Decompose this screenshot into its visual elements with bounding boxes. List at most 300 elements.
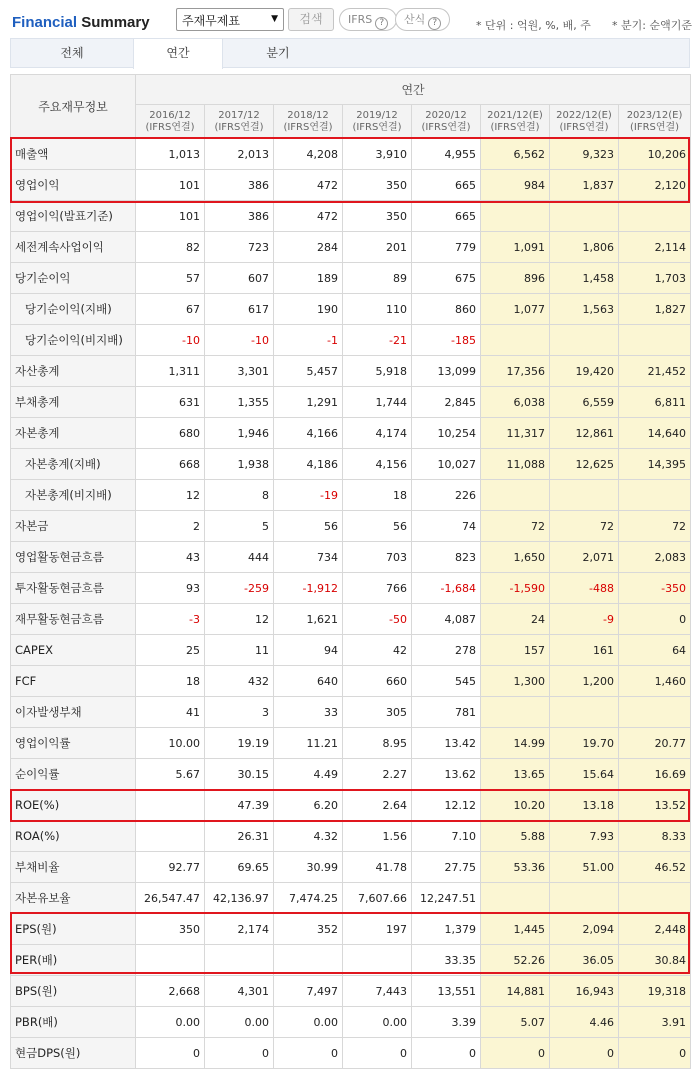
table-cell: 4.32 (274, 821, 343, 852)
table-cell: 5 (205, 511, 274, 542)
table-row (11, 666, 691, 697)
question-icon: ? (375, 17, 388, 30)
table-cell: 5.07 (481, 1007, 550, 1038)
table-cell: 0 (412, 1038, 481, 1069)
table-cell: 189 (274, 263, 343, 294)
table-cell: 13.65 (481, 759, 550, 790)
table-cell: 25 (136, 635, 205, 666)
table-cell: 7,474.25 (274, 883, 343, 914)
table-row (11, 170, 691, 201)
table-cell: 1,291 (274, 387, 343, 418)
table-row (11, 604, 691, 635)
table-cell: 665 (412, 201, 481, 232)
table-cell: 67 (136, 294, 205, 325)
table-cell (481, 325, 550, 356)
table-cell: 2,448 (619, 914, 691, 945)
unit-note: * 단위 : 억원, %, 배, 주 (476, 19, 591, 32)
table-cell: 2,071 (550, 542, 619, 573)
row-label: 세전계속사업이익 (11, 232, 136, 263)
table-row (11, 387, 691, 418)
table-cell: 12,247.51 (412, 883, 481, 914)
period-basis: (IFRS연결) (490, 121, 540, 133)
row-label: 당기순이익 (11, 263, 136, 294)
table-cell: 30.15 (205, 759, 274, 790)
table-cell: 5,457 (274, 356, 343, 387)
table-cell: 4,087 (412, 604, 481, 635)
table-row (11, 139, 691, 170)
table-cell: 545 (412, 666, 481, 697)
row-label: 매출액 (11, 139, 136, 170)
table-cell: 675 (412, 263, 481, 294)
row-label: 영업이익 (11, 170, 136, 201)
table-cell (481, 883, 550, 914)
select-value: 주재무제표 (182, 14, 240, 28)
table-cell: 1,379 (412, 914, 481, 945)
table-cell: 46.52 (619, 852, 691, 883)
table-cell: 0 (481, 1038, 550, 1069)
table-cell: -21 (343, 325, 412, 356)
table-cell: 27.75 (412, 852, 481, 883)
table-cell: 2,668 (136, 976, 205, 1007)
table-cell (136, 790, 205, 821)
table-cell: 472 (274, 201, 343, 232)
table-cell (481, 201, 550, 232)
question-icon: ? (428, 17, 441, 30)
table-cell: 190 (274, 294, 343, 325)
table-cell: 607 (205, 263, 274, 294)
table-cell: 9,323 (550, 139, 619, 170)
row-label: 순이익률 (11, 759, 136, 790)
table-cell: 2,845 (412, 387, 481, 418)
table-cell: 14,881 (481, 976, 550, 1007)
table-cell: 4.46 (550, 1007, 619, 1038)
table-row (11, 945, 691, 976)
table-cell: 1,938 (205, 449, 274, 480)
table-cell: 0 (343, 1038, 412, 1069)
table-row (11, 852, 691, 883)
table-cell: 13.52 (619, 790, 691, 821)
table-cell: -50 (343, 604, 412, 635)
table-cell: 33.35 (412, 945, 481, 976)
table-cell: 14,395 (619, 449, 691, 480)
formula-label: 산식 (404, 13, 426, 26)
table-cell: 3 (205, 697, 274, 728)
table-cell: 6,811 (619, 387, 691, 418)
row-label: ROE(%) (11, 790, 136, 821)
search-button[interactable]: 검색 (288, 8, 334, 31)
table-cell: -259 (205, 573, 274, 604)
table-cell: 4,156 (343, 449, 412, 480)
table-cell: 5.88 (481, 821, 550, 852)
table-row (11, 480, 691, 511)
table-cell: 10.20 (481, 790, 550, 821)
table-cell: 350 (343, 201, 412, 232)
table-cell: 2,114 (619, 232, 691, 263)
table-cell (550, 325, 619, 356)
table-cell: -19 (274, 480, 343, 511)
table-cell: 1,563 (550, 294, 619, 325)
table-cell: 14,640 (619, 418, 691, 449)
row-label: ROA(%) (11, 821, 136, 852)
top-bar (0, 0, 700, 38)
row-label: 자본금 (11, 511, 136, 542)
table-cell: 2,083 (619, 542, 691, 573)
table-cell: 101 (136, 201, 205, 232)
table-cell: 33 (274, 697, 343, 728)
table-row (11, 511, 691, 542)
table-cell: 51.00 (550, 852, 619, 883)
table-cell: 30.84 (619, 945, 691, 976)
table-row (11, 263, 691, 294)
tab-all[interactable]: 전체 (60, 46, 84, 60)
table-cell: 1,458 (550, 263, 619, 294)
table-row (11, 883, 691, 914)
table-cell: 17,356 (481, 356, 550, 387)
table-cell: 10.00 (136, 728, 205, 759)
period-year: 2022/12(E) (556, 109, 612, 121)
row-label: 부채총계 (11, 387, 136, 418)
table-cell: 12 (136, 480, 205, 511)
table-cell: 4.49 (274, 759, 343, 790)
period-year: 2019/12 (356, 109, 398, 121)
table-cell: 226 (412, 480, 481, 511)
table-cell (619, 201, 691, 232)
table-cell (550, 480, 619, 511)
table-cell: 11 (205, 635, 274, 666)
table-cell: -185 (412, 325, 481, 356)
table-row (11, 232, 691, 263)
table-cell: -1,684 (412, 573, 481, 604)
table-cell: 69.65 (205, 852, 274, 883)
financial-summary-table (10, 74, 690, 1069)
period-header (550, 105, 619, 139)
table-cell: -1 (274, 325, 343, 356)
table-cell: 472 (274, 170, 343, 201)
period-basis: (IFRS연결) (421, 121, 471, 133)
row-label: 자본총계(지배) (11, 449, 136, 480)
table-cell: 19.19 (205, 728, 274, 759)
table-cell: 8 (205, 480, 274, 511)
table-cell: 0.00 (343, 1007, 412, 1038)
table-cell: 2.64 (343, 790, 412, 821)
table-row (11, 728, 691, 759)
table-cell: 42 (343, 635, 412, 666)
table-cell: -9 (550, 604, 619, 635)
table-cell (550, 883, 619, 914)
period-year: 2018/12 (287, 109, 329, 121)
table-cell: 11.21 (274, 728, 343, 759)
table-cell: 10,027 (412, 449, 481, 480)
table-row (11, 821, 691, 852)
table-cell: 92.77 (136, 852, 205, 883)
table-cell: 19,318 (619, 976, 691, 1007)
table-cell: 7,497 (274, 976, 343, 1007)
table-cell: 72 (550, 511, 619, 542)
table-cell (136, 821, 205, 852)
table-cell: 82 (136, 232, 205, 263)
brand-part-b: Summary (81, 14, 150, 31)
table-cell: 1,827 (619, 294, 691, 325)
table-cell: 110 (343, 294, 412, 325)
table-cell: 36.05 (550, 945, 619, 976)
table-cell: 3.91 (619, 1007, 691, 1038)
table-cell: 8.33 (619, 821, 691, 852)
table-cell: 42,136.97 (205, 883, 274, 914)
table-cell: 305 (343, 697, 412, 728)
table-cell: 74 (412, 511, 481, 542)
table-cell: 4,166 (274, 418, 343, 449)
row-label: EPS(원) (11, 914, 136, 945)
table-cell: 3.39 (412, 1007, 481, 1038)
table-cell: 12.12 (412, 790, 481, 821)
table-cell: 1,355 (205, 387, 274, 418)
table-cell: 1,621 (274, 604, 343, 635)
table-cell: 18 (136, 666, 205, 697)
table-cell (619, 325, 691, 356)
table-cell: 2,013 (205, 139, 274, 170)
row-label: PBR(배) (11, 1007, 136, 1038)
table-cell: 1,946 (205, 418, 274, 449)
table-cell: 4,186 (274, 449, 343, 480)
period-basis: (IFRS연결) (283, 121, 333, 133)
table-cell: 201 (343, 232, 412, 263)
table-cell: 52.26 (481, 945, 550, 976)
table-cell: 2,120 (619, 170, 691, 201)
table-cell: 734 (274, 542, 343, 573)
period-header (412, 105, 481, 139)
formula-help-button[interactable] (395, 8, 450, 31)
table-cell: 24 (481, 604, 550, 635)
table-cell: 72 (619, 511, 691, 542)
table-cell: 350 (343, 170, 412, 201)
table-cell: 3,301 (205, 356, 274, 387)
table-cell: 779 (412, 232, 481, 263)
table-cell: 4,174 (343, 418, 412, 449)
statement-type-select[interactable] (176, 8, 284, 31)
table-cell: 432 (205, 666, 274, 697)
table-cell: 20.77 (619, 728, 691, 759)
table-cell: 352 (274, 914, 343, 945)
table-cell: 723 (205, 232, 274, 263)
table-cell: 4,208 (274, 139, 343, 170)
table-cell: 12 (205, 604, 274, 635)
table-row (11, 325, 691, 356)
table-cell: -350 (619, 573, 691, 604)
ifrs-help-button[interactable] (339, 8, 397, 31)
table-cell: 13,099 (412, 356, 481, 387)
table-cell: 2,174 (205, 914, 274, 945)
table-cell: 1,445 (481, 914, 550, 945)
row-label: FCF (11, 666, 136, 697)
table-cell: 64 (619, 635, 691, 666)
table-cell: 5.67 (136, 759, 205, 790)
table-cell: 0 (550, 1038, 619, 1069)
table-cell: 21,452 (619, 356, 691, 387)
table-cell: 631 (136, 387, 205, 418)
table-cell: 8.95 (343, 728, 412, 759)
period-header (136, 105, 205, 139)
table-row (11, 542, 691, 573)
table-cell: 984 (481, 170, 550, 201)
tab-annual[interactable]: 연간 (133, 38, 223, 69)
table-cell: 11,088 (481, 449, 550, 480)
row-label: 현금DPS(원) (11, 1038, 136, 1069)
table-cell: 386 (205, 201, 274, 232)
table-cell: 13,551 (412, 976, 481, 1007)
table-cell: 157 (481, 635, 550, 666)
table-cell (619, 697, 691, 728)
row-label: 투자활동현금흐름 (11, 573, 136, 604)
table-row (11, 790, 691, 821)
row-label: 재무활동현금흐름 (11, 604, 136, 635)
table-cell (136, 945, 205, 976)
table-cell: 10,206 (619, 139, 691, 170)
table-cell: 781 (412, 697, 481, 728)
table-cell: 665 (412, 170, 481, 201)
period-year: 2021/12(E) (487, 109, 543, 121)
table-cell: 6.20 (274, 790, 343, 821)
table-cell: 12,861 (550, 418, 619, 449)
table-cell: 0 (274, 1038, 343, 1069)
table-cell: 1,300 (481, 666, 550, 697)
table-cell: 56 (343, 511, 412, 542)
table-cell: 16.69 (619, 759, 691, 790)
table-cell: 53.36 (481, 852, 550, 883)
table-cell (274, 945, 343, 976)
row-label: 자산총계 (11, 356, 136, 387)
table-cell: 43 (136, 542, 205, 573)
table-row (11, 976, 691, 1007)
table-cell: 2.27 (343, 759, 412, 790)
table-cell: 1,013 (136, 139, 205, 170)
period-basis: (IFRS연결) (629, 121, 680, 133)
table-cell (481, 697, 550, 728)
table-cell: -1,590 (481, 573, 550, 604)
table-cell: 386 (205, 170, 274, 201)
table-cell: 13.18 (550, 790, 619, 821)
period-year: 2020/12 (425, 109, 467, 121)
table-cell: 4,955 (412, 139, 481, 170)
period-tabs (10, 38, 690, 68)
table-cell: 860 (412, 294, 481, 325)
table-cell: 896 (481, 263, 550, 294)
row-label: PER(배) (11, 945, 136, 976)
row-label: 자본유보율 (11, 883, 136, 914)
row-label: 이자발생부채 (11, 697, 136, 728)
period-header (619, 105, 691, 139)
table-cell: 7,607.66 (343, 883, 412, 914)
table-cell (550, 201, 619, 232)
row-label: CAPEX (11, 635, 136, 666)
table-cell: 2 (136, 511, 205, 542)
row-label: BPS(원) (11, 976, 136, 1007)
table-cell: 0.00 (274, 1007, 343, 1038)
table-cell: 1,077 (481, 294, 550, 325)
table-cell (205, 945, 274, 976)
period-header (343, 105, 412, 139)
table-cell: 47.39 (205, 790, 274, 821)
table-cell: 26,547.47 (136, 883, 205, 914)
table-cell: -3 (136, 604, 205, 635)
table-cell: 1.56 (343, 821, 412, 852)
table-cell: 823 (412, 542, 481, 573)
table-row (11, 635, 691, 666)
table-cell: 3,910 (343, 139, 412, 170)
table-cell: 617 (205, 294, 274, 325)
table-cell: 26.31 (205, 821, 274, 852)
table-cell: 1,703 (619, 263, 691, 294)
row-label: 당기순이익(비지배) (11, 325, 136, 356)
table-cell: 640 (274, 666, 343, 697)
table-cell: 0 (205, 1038, 274, 1069)
table-cell: 30.99 (274, 852, 343, 883)
table-cell: -488 (550, 573, 619, 604)
brand-part-a: Financial (12, 14, 78, 31)
period-basis: (IFRS연결) (145, 121, 195, 133)
table-cell: 5,918 (343, 356, 412, 387)
chevron-down-icon: ▼ (271, 14, 278, 24)
table-cell: 0 (136, 1038, 205, 1069)
table-cell: 10,254 (412, 418, 481, 449)
table-cell: 350 (136, 914, 205, 945)
table-cell: 1,460 (619, 666, 691, 697)
tab-quarter[interactable]: 분기 (266, 46, 290, 60)
table-cell: 444 (205, 542, 274, 573)
table-cell: 14.99 (481, 728, 550, 759)
row-label: 부채비율 (11, 852, 136, 883)
table-cell: 284 (274, 232, 343, 263)
table-cell: 57 (136, 263, 205, 294)
table-cell (343, 945, 412, 976)
table-row (11, 449, 691, 480)
table-cell: 6,038 (481, 387, 550, 418)
table-row (11, 697, 691, 728)
table-cell: 12,625 (550, 449, 619, 480)
table-cell: -1,912 (274, 573, 343, 604)
table-cell: 0.00 (136, 1007, 205, 1038)
table-row (11, 418, 691, 449)
table-row (11, 914, 691, 945)
table-cell (481, 480, 550, 511)
period-year: 2017/12 (218, 109, 260, 121)
table-cell: 18 (343, 480, 412, 511)
table-row (11, 201, 691, 232)
table-cell: 41.78 (343, 852, 412, 883)
table-cell: 1,091 (481, 232, 550, 263)
row-label: 영업활동현금흐름 (11, 542, 136, 573)
table-cell: 0 (619, 604, 691, 635)
table-row (11, 573, 691, 604)
table-cell (619, 883, 691, 914)
table-cell: 11,317 (481, 418, 550, 449)
table-cell: 278 (412, 635, 481, 666)
period-basis: (IFRS연결) (559, 121, 609, 133)
table-cell: 2,094 (550, 914, 619, 945)
table-row (11, 294, 691, 325)
row-label: 영업이익(발표기준) (11, 201, 136, 232)
table-cell: 680 (136, 418, 205, 449)
row-label: 자본총계(비지배) (11, 480, 136, 511)
table-cell: 7.93 (550, 821, 619, 852)
period-year: 2016/12 (149, 109, 191, 121)
ifrs-label: IFRS (348, 13, 373, 26)
table-cell: 197 (343, 914, 412, 945)
table-cell: 1,744 (343, 387, 412, 418)
table-cell: 7.10 (412, 821, 481, 852)
table-cell: 16,943 (550, 976, 619, 1007)
annual-group-header: 연간 (136, 75, 691, 105)
period-basis: (IFRS연결) (214, 121, 264, 133)
